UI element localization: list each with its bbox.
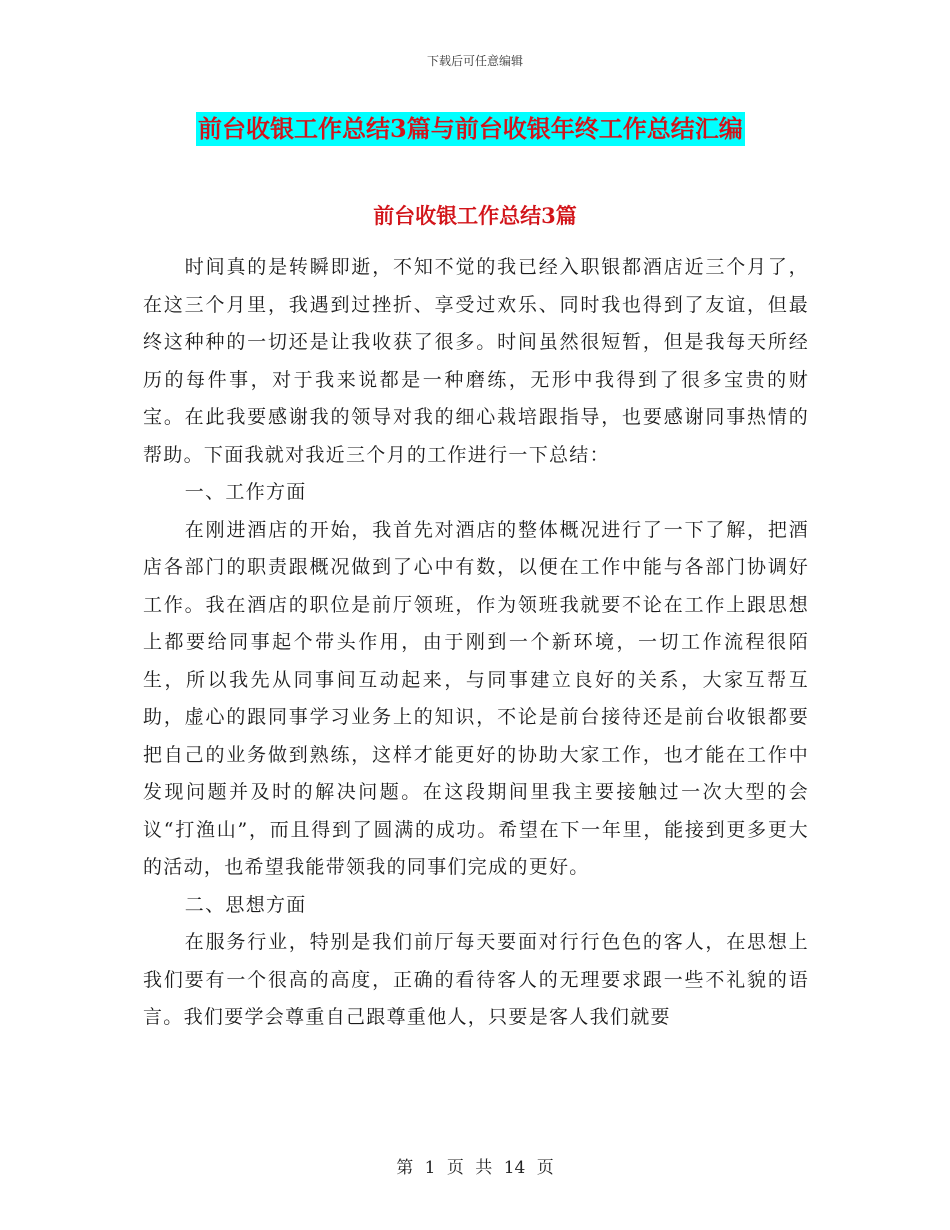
- page-number-footer: 第 1 页 共 14 页: [396, 1158, 554, 1178]
- page-header-note: 下载后可任意编辑: [426, 54, 523, 68]
- paragraph-intro: 时间真的是转瞬即逝，不知不觉的我已经入职银都酒店近三个月了，在这三个月里，我遇到过挫折、享受过欢乐、同时我也得到了友谊，但最终这种种的一切还是让我收获了很多。时间虽然很短暂，但是我每天所经历的每件事，对于我来说都是一种磨练，无形中我得到了很多宝贵的财宝。在此我要感谢我的领导对我的细心栽培跟指导，也要感谢同事热情的帮助。下面我就对我近三个月的工作进行一下总结：: [143, 256, 809, 466]
- heading-work: 一、工作方面: [184, 481, 307, 503]
- paragraph-thought: 在服务行业，特别是我们前厅每天要面对行行色色的客人，在思想上我们要有一个很高的高度，正确的看待客人的无理要求跟一些不礼貌的语言。我们要学会尊重自己跟尊重他人，只要是客人我们就要: [143, 931, 809, 1028]
- document-body: [143, 249, 809, 1037]
- paragraph-work: 在刚进酒店的开始，我首先对酒店的整体概况进行了一下了解，把酒店各部门的职责跟概况做到了心中有数，以便在工作中能与各部门协调好工作。我在酒店的职位是前厅领班，作为领班我就要不论在工作上跟思想上都要给同事起个带头作用，由于刚到一个新环境，一切工作流程很陌生，所以我先从同事间互动起来，与同事建立良好的关系，大家互帮互助，虚心的跟同事学习业务上的知识，不论是前台接待还是前台收银都要把自己的业务做到熟练，这样才能更好的协助大家工作，也才能在工作中发现问题并及时的解决问题。在这段期间里我主要接触过一次大型的会议“打渔山”，而且得到了圆满的成功。希望在下一年里，能接到更多更大的活动，也希望我能带领我的同事们完成的更好。: [143, 518, 809, 878]
- document-title: 前台收银工作总结3篇与前台收银年终工作总结汇编: [196, 112, 745, 146]
- heading-thought: 二、思想方面: [184, 893, 307, 916]
- section-title: 前台收银工作总结3篇: [373, 203, 577, 228]
